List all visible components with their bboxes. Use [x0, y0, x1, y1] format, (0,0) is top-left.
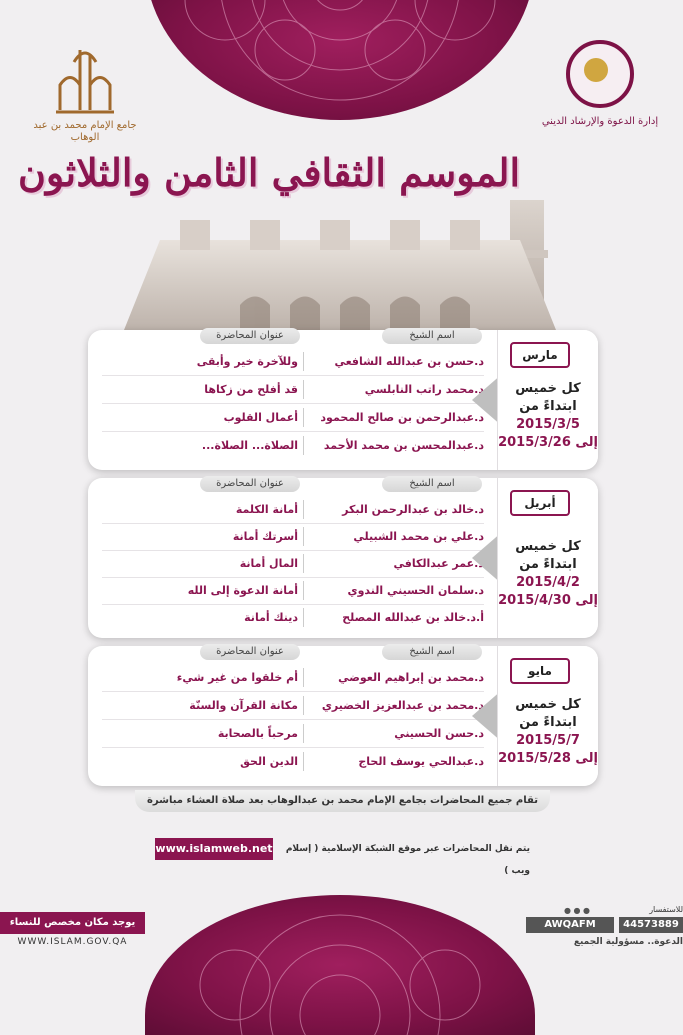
sheikh-column-header: اسم الشيخ: [382, 476, 482, 492]
lecture-title: الدين الحق: [240, 755, 298, 768]
schedule-sidebar: [497, 478, 598, 638]
schedule-section-april: [88, 478, 598, 638]
schedule-start-label: ابتداءً من: [519, 557, 577, 572]
sheikh-name: د.حسن الحسيني: [394, 727, 484, 740]
contact-label: للاستفسار: [649, 905, 683, 914]
lecture-title: قد أفلح من زكاها: [204, 383, 298, 396]
venue-note: تقام جميع المحاضرات بجامع الإمام محمد بن عبدالوهاب بعد صلاة العشاء مباشرة: [135, 790, 550, 812]
sheikh-name: د.محمد راتب النابلسي: [364, 383, 484, 396]
schedule-start-label: ابتداءً من: [519, 399, 577, 414]
women-section-badge: يوجد مكان مخصص للنساء: [0, 912, 145, 934]
ministry-site-link[interactable]: WWW.ISLAM.GOV.QA: [17, 937, 128, 947]
schedule-end: إلى 2015/3/26: [498, 435, 598, 450]
sheikh-name: أ.د.خالد بن عبدالله المصلح: [342, 611, 484, 624]
schedule-section-may: [88, 646, 598, 786]
month-badge: مارس: [510, 342, 570, 368]
lecture-row: [102, 664, 484, 692]
social-handle[interactable]: AWQAFM: [526, 917, 614, 933]
schedule-section-march: [88, 330, 598, 470]
lecture-title: المال أمانة: [239, 557, 298, 570]
lecture-row: [102, 604, 484, 631]
phone-number[interactable]: 44573889: [619, 917, 683, 933]
lecture-row: [102, 692, 484, 720]
lecture-row: [102, 748, 484, 775]
lecture-row: [102, 496, 484, 524]
lecture-row: [102, 550, 484, 578]
web-broadcast-row: [155, 838, 530, 876]
lecture-title: أسرتك أمانة: [232, 530, 298, 543]
bottom-ornament: [145, 895, 535, 1035]
schedule-day: كل خميس: [515, 539, 581, 554]
sheikh-column-header: اسم الشيخ: [382, 644, 482, 660]
ministry-name: إدارة الدعوة والإرشاد الديني: [541, 116, 659, 127]
web-broadcast-note: يتم نقل المحاضرات عبر موقع الشبكة الإسلامية ( إسلام ويب ): [285, 844, 530, 876]
lecture-title: وللآخرة خير وأبقى: [196, 355, 298, 368]
sheikh-name: د.خالد بن عبدالرحمن البكر: [342, 503, 484, 516]
islamweb-link[interactable]: www.islamweb.net: [155, 838, 273, 860]
schedule-start-date: 2015/4/2: [516, 575, 580, 590]
schedule-end: إلى 2015/4/30: [498, 593, 598, 608]
month-badge: أبريل: [510, 490, 570, 516]
schedule-info: [498, 538, 598, 610]
sheikh-name: د.عبدالرحمن بن صالح المحمود: [320, 411, 484, 424]
lecture-title: أم خلقوا من غير شيء: [176, 671, 298, 684]
schedule-start-date: 2015/5/7: [516, 733, 580, 748]
lecture-column-header: عنوان المحاضرة: [200, 328, 300, 344]
sheikh-name: د.سلمان الحسيني الندوي: [347, 584, 484, 597]
slogan: الدعوة.. مسؤولية الجميع: [573, 937, 683, 947]
lecture-row: [102, 404, 484, 432]
schedule-day: كل خميس: [515, 697, 581, 712]
lecture-title: مرحباً بالصحابة: [217, 727, 298, 740]
schedule-sidebar: [497, 646, 598, 786]
lecture-row: [102, 523, 484, 551]
ministry-logo: [540, 40, 660, 127]
social-icons: ● ● ●: [564, 906, 591, 915]
schedule-day: كل خميس: [515, 381, 581, 396]
sheikh-name: د.حسن بن عبدالله الشافعي: [334, 355, 484, 368]
lecture-column-header: عنوان المحاضرة: [200, 476, 300, 492]
sheikh-name: د.محمد بن عبدالعزيز الخضيري: [321, 699, 484, 712]
lecture-column-header: عنوان المحاضرة: [200, 644, 300, 660]
sheikh-name: د.محمد بن إبراهيم العوضي: [338, 671, 484, 684]
sheikh-name: د.عبدالمحسن بن محمد الأحمد: [323, 439, 484, 452]
lecture-title: مكانة القرآن والسنّة: [189, 699, 298, 712]
mosque-building-image: [120, 200, 570, 340]
lecture-title: أمانة الكلمة: [235, 503, 298, 516]
schedule-start-date: 2015/3/5: [516, 417, 580, 432]
schedule-info: [498, 696, 598, 768]
contact-block: [520, 905, 683, 960]
month-badge: مايو: [510, 658, 570, 684]
mosque-logo-icon: [50, 40, 120, 120]
schedule-info: [498, 380, 598, 452]
sheikh-column-header: اسم الشيخ: [382, 328, 482, 344]
mosque-logo: [30, 40, 140, 144]
page-title: الموسم الثقافي الثامن والثلاثون: [18, 150, 520, 195]
schedule-end: إلى 2015/5/28: [498, 751, 598, 766]
lecture-title: أعمال القلوب: [223, 411, 298, 424]
top-ornament: [145, 0, 535, 120]
mosque-name: جامع الإمام محمد بن عبد الوهاب: [33, 120, 137, 143]
lecture-row: [102, 348, 484, 376]
lecture-row: [102, 577, 484, 605]
schedule-start-label: ابتداءً من: [519, 715, 577, 730]
lecture-row: [102, 432, 484, 459]
lecture-row: [102, 720, 484, 748]
lecture-title: الصلاة... الصلاة...: [201, 439, 298, 452]
lecture-row: [102, 376, 484, 404]
sheikh-name: د.عمر عبدالكافي: [393, 557, 484, 570]
sheikh-name: د.عبدالحي يوسف الحاج: [358, 755, 484, 768]
lecture-title: أمانة الدعوة إلى الله: [187, 584, 298, 597]
lecture-title: دينك أمانة: [244, 611, 298, 624]
ministry-seal-icon: [566, 40, 634, 108]
schedule-sidebar: [497, 330, 598, 470]
sheikh-name: د.علي بن محمد الشبيلي: [353, 530, 484, 543]
